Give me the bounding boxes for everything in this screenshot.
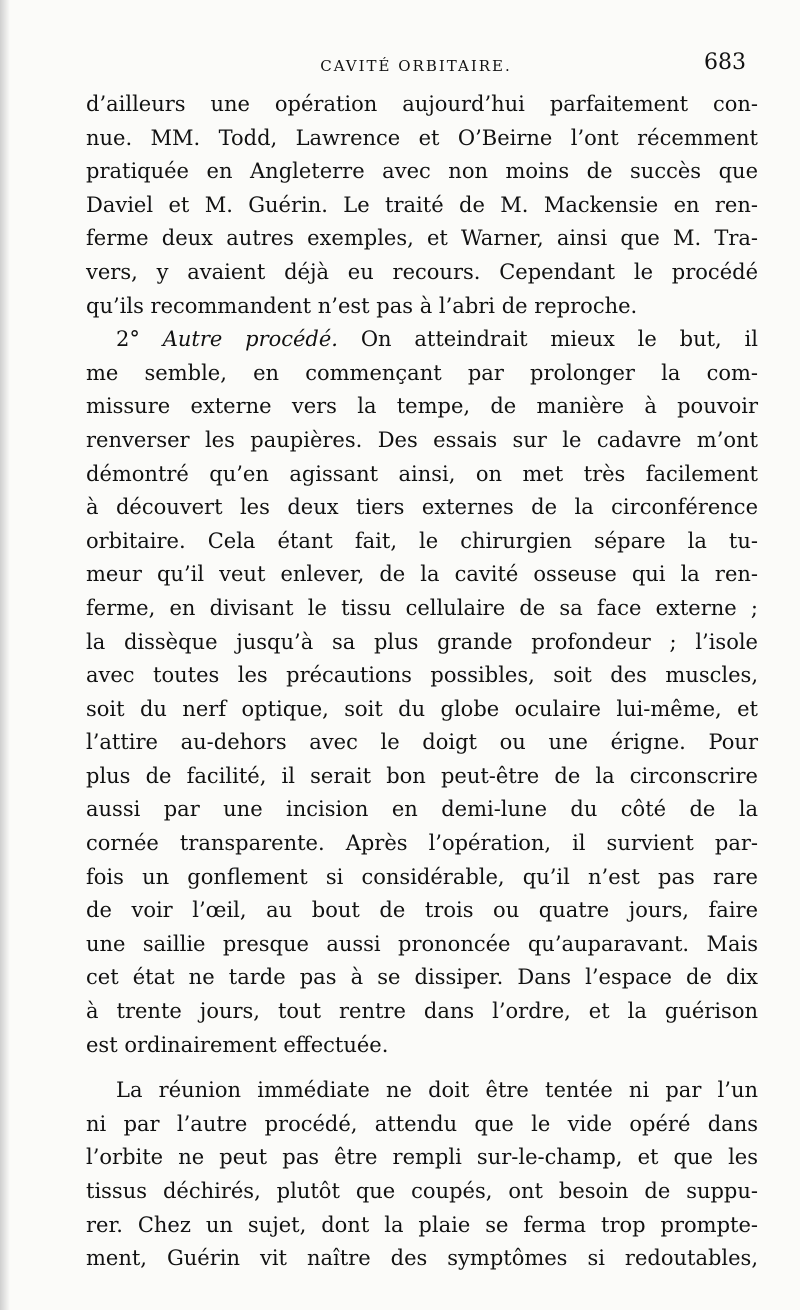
text-line: tissus déchirés, plutôt que coupés, ont besoin de suppu- [86,1179,758,1203]
text-line: à découvert les deux tiers externes de la circonférence [86,495,758,520]
text-line: ni par l’autre procédé, attendu que le vide opéré dans [86,1111,758,1136]
text-line: nue. MM. Todd, Lawrence et O’Beirne l’ont récemment [86,125,758,150]
text-line: qu’ils recommandent n’est pas à l’abri de reproche. [86,293,638,318]
text-line: une saillie presque aussi prononcée qu’auparavant. Mais [86,931,758,956]
text-line: pratiquée en Angleterre avec non moins de succès que [86,159,758,184]
page-edge-shadow [0,0,10,1310]
text-line: cornée transparente. Après l’opération, il survient par- [86,831,758,856]
text-line: la dissèque jusqu’à sa plus grande profondeur ; l’isole [86,629,758,654]
first-line-text: On atteindrait mieux le but, il [360,327,758,352]
text-line: est ordinairement effectuée. [86,1032,389,1057]
text-line: d’ailleurs une opération aujourd’hui parfaitement con- [86,92,758,116]
text-line: me semble, en commençant par prolonger la com- [86,360,758,385]
text-line: l’orbite ne peut pas être rempli sur-le-champ, et que les [86,1145,758,1170]
text-line: ferme, en divisant le tissu cellulaire de sa face externe ; [86,595,758,620]
text-line: orbitaire. Cela étant fait, le chirurgien sépare la tu- [86,528,758,553]
text-line: fois un gonflement si considérable, qu’il n’est pas rare [86,864,758,889]
body-text [86,88,758,1276]
text-line: missure externe vers la tempe, de manière à pouvoir [86,394,758,419]
text-line: plus de facilité, il serait bon peut-être de la circonscrire [86,763,758,788]
text-line: soit du nerf optique, soit du globe oculaire lui-même, et [86,696,758,721]
text-line: Daviel et M. Guérin. Le traité de M. Mackensie en ren- [86,192,758,217]
text-line-first [86,323,758,357]
text-line: La réunion immédiate ne doit être tentée ni par l’un [116,1078,758,1103]
text-line: à trente jours, tout rentre dans l’ordre, et la guérison [86,999,758,1024]
text-line: ferme deux autres exemples, et Warner, ainsi que M. Tra- [86,226,758,251]
text-line: vers, y avaient déjà eu recours. Cependant le procédé [86,259,758,284]
running-head [86,52,746,78]
text-line: renverser les paupières. Des essais sur le cadavre m’ont [86,427,758,452]
running-title: CAVITÉ ORBITAIRE. [320,57,512,75]
text-line: de voir l’œil, au bout de trois ou quatre jours, faire [86,898,758,923]
text-line: ment, Guérin vit naître des symptômes si redoutables, [86,1246,758,1271]
text-line: aussi par une incision en demi-lune du côté de la [86,797,758,822]
text-line: cet état ne tarde pas à se dissiper. Dans l’espace de dix [86,965,758,990]
text-line: meur qu’il veut enlever, de la cavité osseuse qui la ren- [86,562,758,587]
paragraph-2 [86,323,758,1062]
page-number: 683 [704,50,746,75]
section-heading: Autre procédé. [162,327,338,352]
paragraph-gap [86,1062,758,1074]
text-line: rer. Chez un sujet, dont la plaie se ferma trop prompte- [86,1212,758,1237]
text-line: l’attire au-dehors avec le doigt ou une érigne. Pour [86,730,758,755]
text-line: démontré qu’en agissant ainsi, on met très facilement [86,461,758,486]
paragraph-1 [86,88,758,323]
section-number: 2° [116,327,140,352]
text-line: avec toutes les précautions possibles, soit des muscles, [86,663,758,688]
paragraph-3 [86,1074,758,1276]
